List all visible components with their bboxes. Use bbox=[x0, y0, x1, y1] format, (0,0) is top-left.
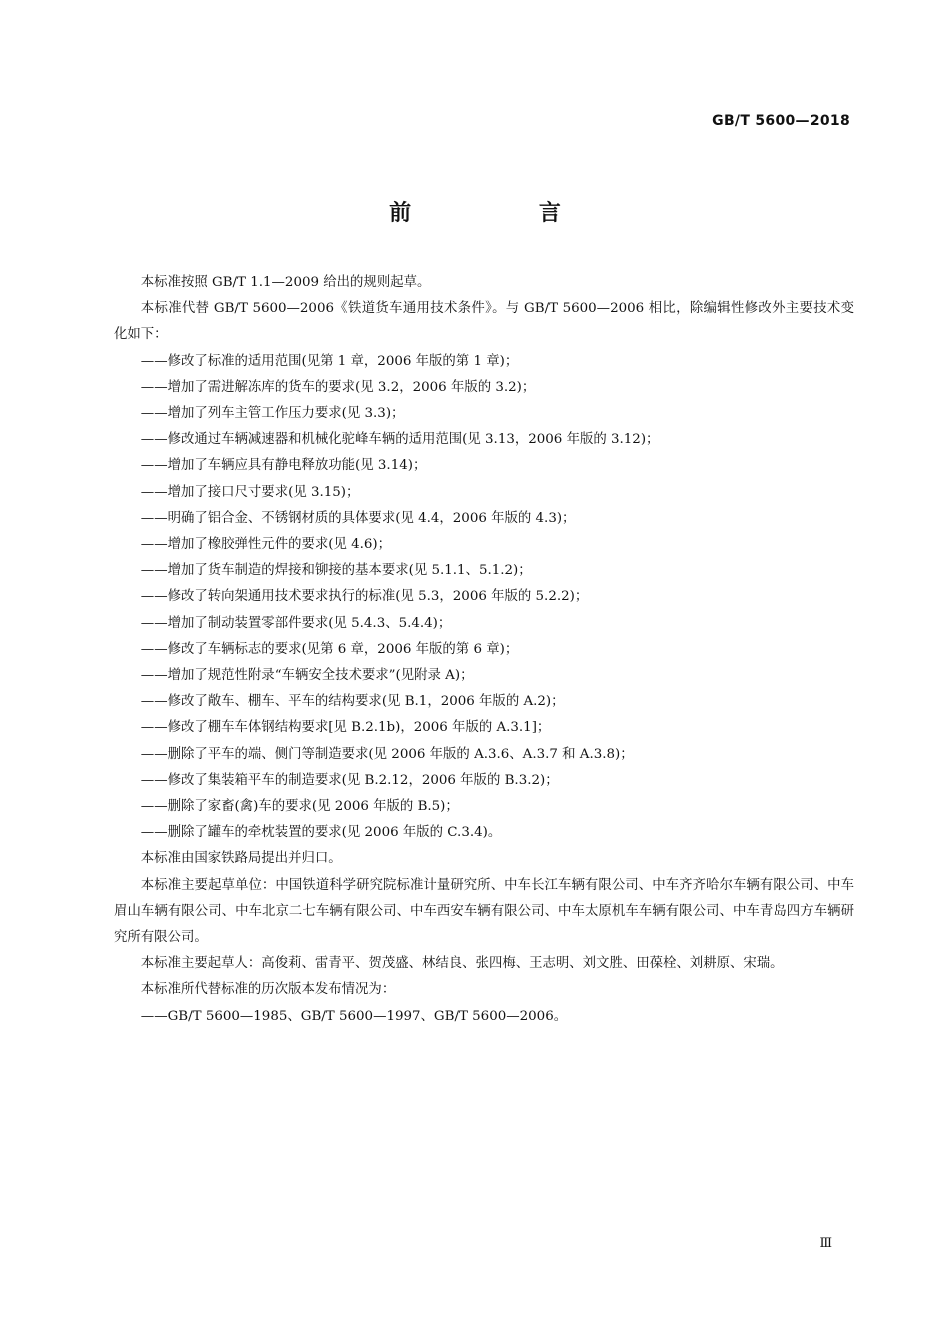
paragraph-drafting-units: 本标准主要起草单位：中国铁道科学研究院标准计量研究所、中车长江车辆有限公司、中车齐齐哈尔车辆有限公司、中车眉山车辆有限公司、中车北京二七车辆有限公司、中车西安车辆有限公司、中车太原机车车辆有限公司、中车青岛四方车辆研究所有限公司。 bbox=[114, 877, 854, 946]
list-item: ——增加了列车主管工作压力要求(见 3.3)； bbox=[140, 406, 405, 422]
list-item: ——增加了货车制造的焊接和铆接的基本要求(见 5.1.1、5.1.2)； bbox=[140, 563, 532, 579]
list-item: ——增加了制动装置零部件要求(见 5.4.3、5.4.4)； bbox=[140, 615, 452, 631]
list-item: ——修改了标准的适用范围(见第 1 章，2006 年版的第 1 章)； bbox=[140, 353, 519, 369]
paragraph-history-intro: 本标准所代替标准的历次版本发布情况为： bbox=[140, 982, 396, 998]
document-body bbox=[114, 270, 854, 1030]
list-item: ——删除了家畜(禽)车的要求(见 2006 年版的 B.5)； bbox=[140, 799, 459, 815]
list-item: ——修改了敞车、棚车、平车的结构要求(见 B.1，2006 年版的 A.2)； bbox=[140, 694, 565, 710]
list-item: ——增加了需进解冻库的货车的要求(见 3.2，2006 年版的 3.2)； bbox=[140, 379, 536, 395]
page-title: 前 言 bbox=[389, 201, 621, 226]
list-item: ——修改了车辆标志的要求(见第 6 章，2006 年版的第 6 章)； bbox=[140, 641, 519, 657]
list-item: ——修改通过车辆减速器和机械化驼峰车辆的适用范围(见 3.13，2006 年版的 3.12)； bbox=[140, 432, 660, 448]
page-number: Ⅲ bbox=[819, 1236, 832, 1251]
paragraph-replacement: 本标准代替 GB/T 5600—2006《铁道货车通用技术条件》。与 GB/T 5600—2006 相比，除编辑性修改外主要技术变化如下： bbox=[114, 301, 854, 343]
list-item: ——增加了接口尺寸要求(见 3.15)； bbox=[140, 484, 360, 500]
list-item: ——删除了平车的端、侧门等制造要求(见 2006 年版的 A.3.6、A.3.7 和 A.3.8)； bbox=[140, 746, 634, 762]
list-item: ——明确了铝合金、不锈钢材质的具体要求(见 4.4，2006 年版的 4.3)； bbox=[140, 510, 576, 526]
list-item: ——增加了车辆应具有静电释放功能(见 3.14)； bbox=[140, 458, 427, 474]
list-item: ——GB/T 5600—1985、GB/T 5600—1997、GB/T 5600—2006。 bbox=[140, 1008, 568, 1024]
standard-code: GB/T 5600—2018 bbox=[712, 113, 850, 129]
list-item: ——删除了罐车的牵枕装置的要求(见 2006 年版的 C.3.4)。 bbox=[140, 825, 502, 841]
paragraph-drafters: 本标准主要起草人：高俊莉、雷青平、贺茂盛、林结良、张四梅、王志明、刘文胜、田葆栓、刘耕原、宋瑞。 bbox=[140, 956, 784, 972]
paragraph-proposer: 本标准由国家铁路局提出并归口。 bbox=[140, 851, 342, 867]
list-item: ——修改了棚车车体钢结构要求[见 B.2.1b)，2006 年版的 A.3.1]； bbox=[140, 720, 551, 736]
list-item: ——增加了橡胶弹性元件的要求(见 4.6)； bbox=[140, 537, 392, 553]
paragraph-drafting-rules: 本标准按照 GB/T 1.1—2009 给出的规则起草。 bbox=[140, 275, 431, 290]
list-item: ——修改了集装箱平车的制造要求(见 B.2.12，2006 年版的 B.3.2)； bbox=[140, 772, 559, 788]
list-item: ——增加了规范性附录“车辆安全技术要求”(见附录 A)； bbox=[140, 668, 474, 684]
list-item: ——修改了转向架通用技术要求执行的标准(见 5.3，2006 年版的 5.2.2)； bbox=[140, 589, 589, 605]
